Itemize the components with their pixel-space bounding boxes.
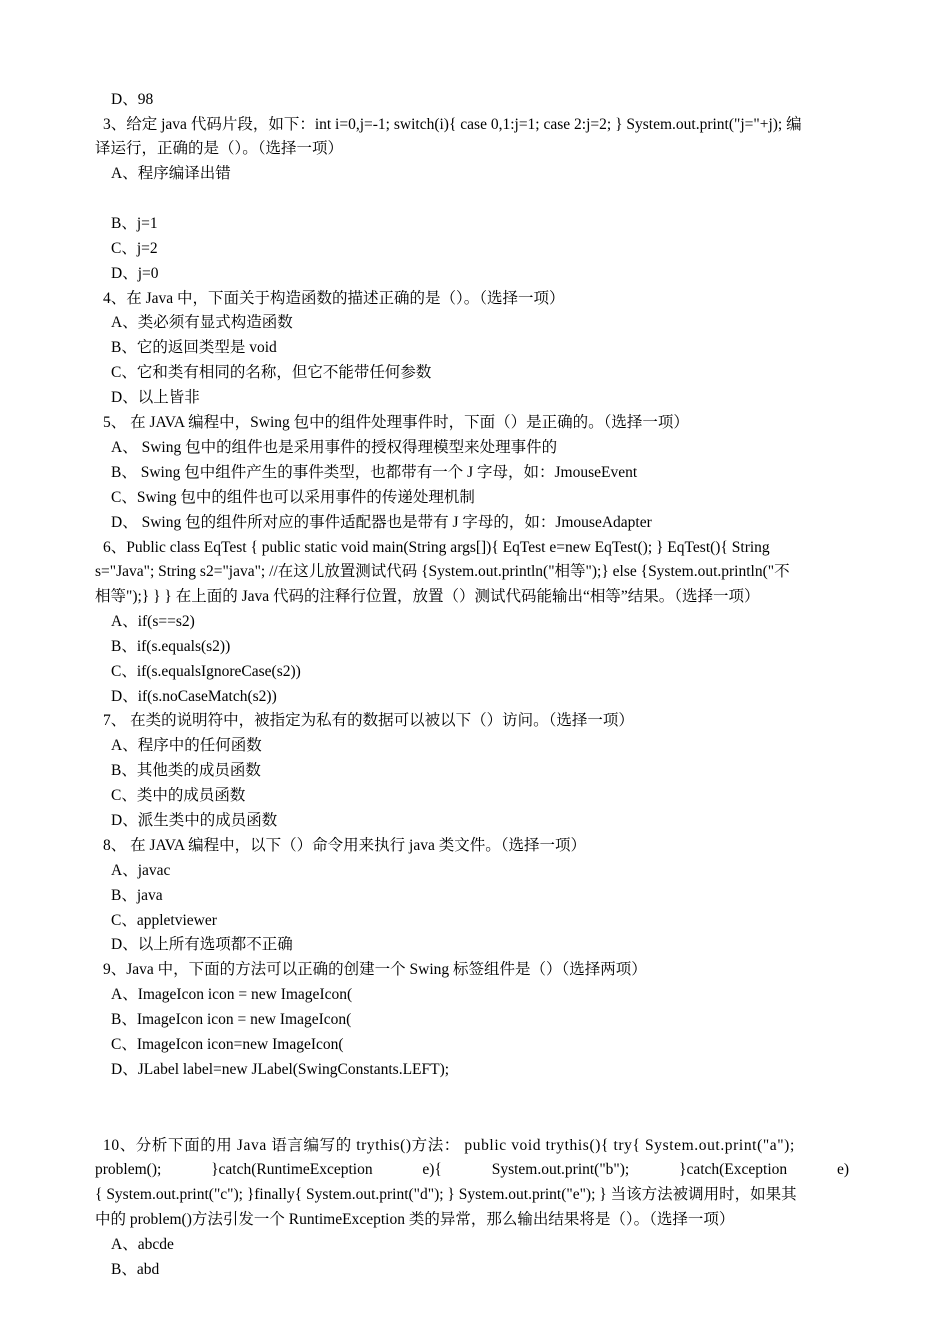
question-10-code-part: }catch(RuntimeException <box>211 1161 373 1178</box>
question-6-option-c: C、if(s.equalsIgnoreCase(s2)) <box>111 663 301 680</box>
question-3-text: 3、给定 java 代码片段，如下：int i=0,j=-1; switch(i){ case 0,1:j=1; case 2:j=2; } System.out.print("j="+j); 编 <box>103 116 802 133</box>
question-9-option-b: B、ImageIcon icon = new ImageIcon( <box>111 1011 352 1028</box>
question-7-option-a: A、程序中的任何函数 <box>111 737 262 754</box>
question-3-option-d: D、j=0 <box>111 265 159 282</box>
question-10-text-cont3: 中的 problem()方法引发一个 RuntimeException 类的异常，那么输出结果将是（）。（选择一项） <box>95 1211 735 1228</box>
question-10-text-cont <box>95 1157 849 1182</box>
question-9-option-d: D、JLabel label=new JLabel(SwingConstants.LEFT); <box>111 1061 450 1078</box>
question-3-option-c: C、j=2 <box>111 240 158 257</box>
question-8-option-d: D、以上所有选项都不正确 <box>111 936 293 953</box>
question-4-option-a: A、类必须有显式构造函数 <box>111 314 293 331</box>
question-8-option-a: A、javac <box>111 862 171 879</box>
question-10-code-part: }catch(Exception <box>679 1161 788 1178</box>
question-10-code-part: e) <box>836 1161 849 1178</box>
question-5-text: 5、 在 JAVA 编程中，Swing 包中的组件处理事件时，下面（）是正确的。（选择一项） <box>103 414 689 431</box>
question-8-option-c: C、appletviewer <box>111 912 217 929</box>
question-6-option-d: D、if(s.noCaseMatch(s2)) <box>111 688 277 705</box>
question-7-option-d: D、派生类中的成员函数 <box>111 812 278 829</box>
question-10-code-part: e){ <box>422 1161 442 1178</box>
question-10-option-b: B、abd <box>111 1261 160 1278</box>
question-7-option-c: C、类中的成员函数 <box>111 787 246 804</box>
question-9-option-a: A、ImageIcon icon = new ImageIcon( <box>111 986 353 1003</box>
question-6-option-a: A、if(s==s2) <box>111 613 195 630</box>
question-4-option-b: B、它的返回类型是 void <box>111 339 277 356</box>
question-9-text: 9、Java 中，下面的方法可以正确的创建一个 Swing 标签组件是（）（选择两项） <box>103 961 647 978</box>
question-8-text: 8、 在 JAVA 编程中，以下（）命令用来执行 java 类文件。（选择一项） <box>103 837 586 854</box>
question-7-option-b: B、其他类的成员函数 <box>111 762 261 779</box>
question-4-option-d: D、以上皆非 <box>111 389 200 406</box>
question-10-text: 10、分析下面的用 Java 语言编写的 trythis()方法： public void trythis(){ try{ System.out.print("a"); <box>103 1137 795 1154</box>
question-6-text-cont2: 相等");} } } 在上面的 Java 代码的注释行位置，放置（）测试代码能输出“相等”结果。（选择一项） <box>95 588 760 605</box>
question-10-code-part: System.out.print("b"); <box>491 1161 630 1178</box>
question-6-option-b: B、if(s.equals(s2)) <box>111 638 231 655</box>
question-3-text-cont: 译运行，正确的是（）。（选择一项） <box>95 140 344 157</box>
question-5-option-a: A、 Swing 包中的组件也是采用事件的授权得理模型来处理事件的 <box>111 439 558 456</box>
question-5-option-d: D、 Swing 包的组件所对应的事件适配器也是带有 J 字母的，如：JmouseAdapter <box>111 514 652 531</box>
question-4-option-c: C、它和类有相同的名称，但它不能带任何参数 <box>111 364 432 381</box>
question-7-text: 7、 在类的说明符中，被指定为私有的数据可以被以下（）访问。（选择一项） <box>103 712 634 729</box>
question-3-option-a: A、程序编译出错 <box>111 165 231 182</box>
question-3-option-b: B、j=1 <box>111 215 158 232</box>
option-d-prev: D、98 <box>111 91 154 108</box>
question-5-option-c: C、Swing 包中的组件也可以采用事件的传递处理机制 <box>111 489 475 506</box>
question-5-option-b: B、 Swing 包中组件产生的事件类型，也都带有一个 J 字母，如：JmouseEvent <box>111 464 638 481</box>
question-6-text-cont: s="Java"; String s2="java"; //在这儿放置测试代码 {System.out.println("相等");} else {System.out.println("不 <box>95 563 790 580</box>
question-10-code-part: problem(); <box>95 1161 162 1178</box>
question-8-option-b: B、java <box>111 887 163 904</box>
question-6-text: 6、Public class EqTest { public static void main(String args[]){ EqTest e=new EqTest(); } EqTest(){ String <box>103 539 770 556</box>
question-10-text-cont2: { System.out.print("c"); }finally{ System.out.print("d"); } System.out.print("e"); } 当该方法被调用时，如果其 <box>95 1186 797 1203</box>
question-4-text: 4、在 Java 中，下面关于构造函数的描述正确的是（）。（选择一项） <box>103 290 565 307</box>
question-9-option-c: C、ImageIcon icon=new ImageIcon( <box>111 1036 344 1053</box>
question-10-option-a: A、abcde <box>111 1236 174 1253</box>
